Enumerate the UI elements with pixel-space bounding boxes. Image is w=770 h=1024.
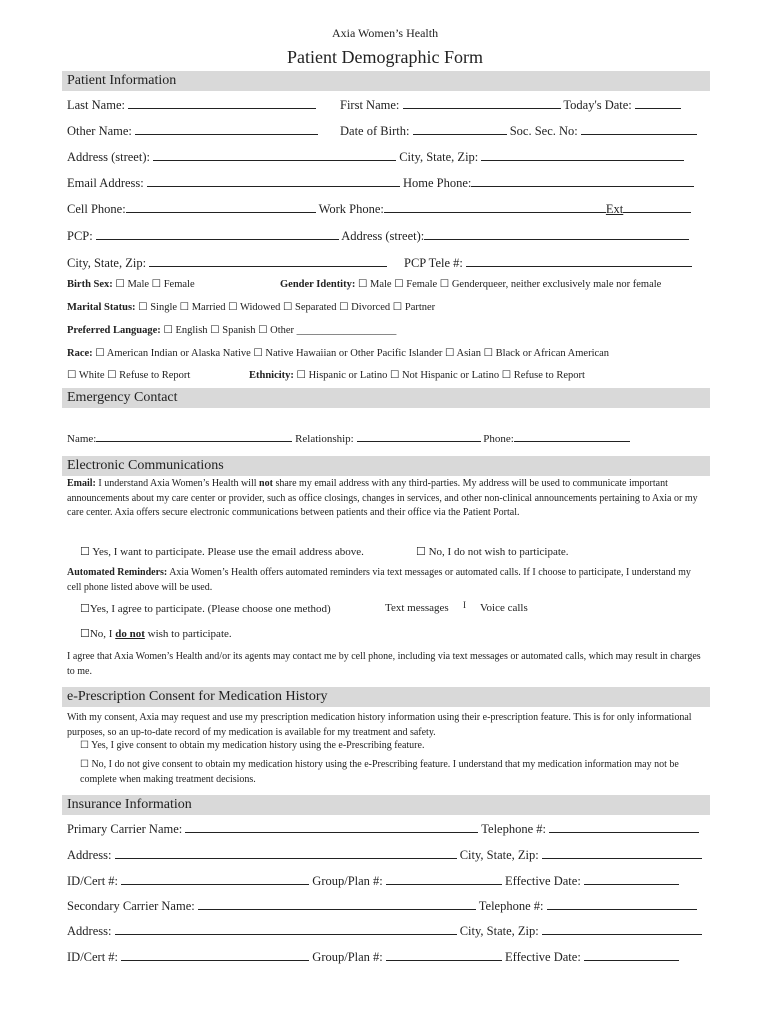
first-name-row — [340, 97, 681, 113]
secondary-carrier-field[interactable] — [198, 898, 476, 910]
relationship-label: Relationship: — [295, 433, 354, 445]
secondary-city-label: City, State, Zip: — [459, 924, 539, 938]
secondary-carrier-row — [67, 898, 697, 914]
first-name-label: First Name: — [340, 98, 400, 112]
pcp-address-label: Address (street): — [341, 229, 425, 243]
birth-sex-label: Birth Sex: — [67, 279, 113, 290]
dob-label: Date of Birth: — [340, 124, 410, 138]
secondary-id-label: ID/Cert #: — [67, 950, 119, 964]
email-consent-label: Email: — [67, 478, 96, 489]
ssn-field[interactable] — [581, 123, 697, 135]
reminders-no-text: ☐No, I — [80, 628, 116, 640]
primary-address-label: Address: — [67, 848, 112, 862]
email-no-option[interactable]: ☐ No, I do not wish to participate. — [416, 546, 569, 558]
pcp-tele-field[interactable] — [466, 255, 692, 267]
email-label: Email Address: — [67, 176, 144, 190]
pcp-row — [67, 228, 689, 244]
section-insurance-information: Insurance Information — [62, 795, 710, 815]
marital-status-options[interactable]: ☐ Single ☐ Married ☐ Widowed ☐ Separated ☐ Divorced ☐ Partner — [138, 302, 436, 313]
cell-contact-agreement: I agree that Axia Women’s Health and/or its agents may contact me by cell phone, including via text messages or automated calls, which may result in charges to me. — [67, 651, 701, 677]
secondary-city-field[interactable] — [542, 923, 702, 935]
secondary-address-label: Address: — [67, 924, 112, 938]
organization-name: Axia Women’s Health — [331, 26, 439, 40]
todays-date-label: Today's Date: — [563, 98, 632, 112]
primary-carrier-field[interactable] — [185, 821, 478, 833]
emergency-row — [67, 431, 630, 445]
primary-id-row — [67, 873, 679, 889]
race-row-2 — [67, 369, 190, 381]
cell-phone-field[interactable] — [126, 201, 316, 213]
erx-no-option[interactable]: ☐ No, I do not give consent to obtain my medication history using the e-Prescribing feature. I understand that my medication information may not be complete when making treatment decisions. — [80, 759, 679, 785]
primary-carrier-row — [67, 821, 699, 837]
reminders-no-text-2: wish to participate. — [144, 628, 232, 640]
dob-row — [340, 123, 697, 139]
reminders-no-emphasis: do not — [115, 628, 145, 640]
erx-paragraph: With my consent, Axia may request and use my prescription medication history information using their e-prescription feature. This is for only informational purposes, so an up-to-date record of my medication is available for my treatment and safety. — [67, 712, 692, 738]
primary-city-label: City, State, Zip: — [459, 848, 539, 862]
secondary-carrier-label: Secondary Carrier Name: — [67, 899, 195, 913]
primary-effective-field[interactable] — [584, 873, 679, 885]
email-consent-text: I understand Axia Women’s Health will — [95, 478, 260, 489]
ethnicity-label: Ethnicity: — [249, 370, 294, 381]
language-options[interactable]: ☐ English ☐ Spanish ☐ Other ___________________ — [163, 325, 397, 336]
ext-field[interactable] — [623, 201, 691, 213]
secondary-group-label: Group/Plan #: — [312, 950, 383, 964]
primary-address-field[interactable] — [115, 847, 457, 859]
marital-status-row — [67, 301, 435, 313]
home-phone-label: Home Phone: — [402, 176, 472, 190]
pcp-city-label: City, State, Zip: — [67, 256, 147, 270]
todays-date-field[interactable] — [635, 97, 681, 109]
emergency-phone-label: Phone: — [483, 433, 514, 445]
marital-status-label: Marital Status: — [67, 302, 136, 313]
pcp-label: PCP: — [67, 229, 93, 243]
reminders-yes-option[interactable]: ☐Yes, I agree to participate. (Please choose one method) — [80, 603, 331, 615]
text-messages-option[interactable]: Text messages — [385, 602, 449, 614]
last-name-row — [67, 97, 316, 113]
reminders-label: Automated Reminders: — [67, 567, 168, 578]
cell-phone-label: Cell Phone: — [67, 202, 126, 216]
email-consent-text-2: share my email address with any third-parties. My address will be used to communicate important announcements about my care center or provider, such as office closings, changes in services, and other non-clinical announcements pertaining to Axia or my care center. Axia offers secure electronic communications between patients and their office via the Patient Portal. — [67, 478, 698, 518]
race-row — [67, 347, 609, 359]
birth-sex-options[interactable]: ☐ Male ☐ Female — [115, 279, 195, 290]
address-label: Address (street): — [67, 150, 150, 164]
city-state-zip-label: City, State, Zip: — [399, 150, 479, 164]
language-row — [67, 324, 396, 336]
language-label: Preferred Language: — [67, 325, 161, 336]
email-yes-option[interactable]: ☐ Yes, I want to participate. Please use the email address above. — [80, 546, 364, 558]
form-title: Patient Demographic Form — [287, 47, 483, 67]
primary-effective-label: Effective Date: — [505, 874, 581, 888]
primary-id-field[interactable] — [121, 873, 309, 885]
section-electronic-communications: Electronic Communications — [62, 456, 710, 476]
erx-yes-option[interactable]: ☐ Yes, I give consent to obtain my medication history using the e-Prescribing feature. — [80, 740, 425, 751]
emergency-name-label: Name: — [67, 433, 97, 445]
gender-identity-options[interactable]: ☐ Male ☐ Female ☐ Genderqueer, neither exclusively male nor female — [357, 279, 662, 290]
race-options-2[interactable]: ☐ White ☐ Refuse to Report — [67, 370, 191, 381]
email-consent-paragraph — [67, 477, 707, 521]
secondary-id-field[interactable] — [121, 949, 309, 961]
race-label: Race: — [67, 348, 93, 359]
work-phone-field[interactable] — [384, 201, 606, 213]
emergency-name-field[interactable] — [96, 431, 292, 442]
other-name-field[interactable] — [135, 123, 318, 135]
birth-sex-row — [67, 278, 195, 290]
gender-identity-label: Gender Identity: — [280, 279, 356, 290]
city-state-zip-field[interactable] — [481, 149, 684, 161]
gender-identity-row — [280, 278, 661, 290]
other-name-row — [67, 123, 318, 139]
first-name-field[interactable] — [403, 97, 561, 109]
secondary-telephone-label: Telephone #: — [478, 899, 544, 913]
address-row — [67, 149, 684, 165]
voice-calls-option[interactable]: Voice calls — [480, 602, 528, 614]
pcp-city-field[interactable] — [149, 255, 387, 267]
secondary-group-field[interactable] — [386, 949, 502, 961]
address-field[interactable] — [153, 149, 396, 161]
pcp-field[interactable] — [96, 228, 339, 240]
primary-id-label: ID/Cert #: — [67, 874, 119, 888]
race-options[interactable]: ☐ American Indian or Alaska Native ☐ Native Hawaiian or Other Pacific Islander ☐ Asian ☐ Black or African American — [95, 348, 610, 359]
primary-address-row — [67, 847, 702, 863]
primary-group-field[interactable] — [386, 873, 502, 885]
other-name-label: Other Name: — [67, 124, 132, 138]
ssn-label: Soc. Sec. No: — [509, 124, 578, 138]
pcp-tele-row — [404, 255, 692, 271]
section-patient-information: Patient Information — [62, 71, 710, 91]
reminders-text: Axia Women’s Health offers automated reminders via text messages or automated calls. If I choose to participate, I understand my cell phone listed above will be used. — [67, 567, 691, 593]
work-phone-label: Work Phone: — [318, 202, 384, 216]
section-e-prescription: e-Prescription Consent for Medication History — [62, 687, 710, 707]
email-consent-not: not — [259, 478, 273, 489]
secondary-address-field[interactable] — [115, 923, 457, 935]
relationship-field[interactable] — [357, 431, 481, 442]
emergency-phone-field[interactable] — [514, 431, 630, 442]
email-field[interactable] — [147, 175, 400, 187]
email-row — [67, 175, 694, 191]
primary-telephone-field[interactable] — [549, 821, 699, 833]
dob-field[interactable] — [413, 123, 507, 135]
ext-label: Ext — [605, 202, 624, 216]
last-name-field[interactable] — [128, 97, 316, 109]
primary-group-label: Group/Plan #: — [312, 874, 383, 888]
home-phone-field[interactable] — [471, 175, 694, 187]
primary-city-field[interactable] — [542, 847, 702, 859]
secondary-effective-field[interactable] — [584, 949, 679, 961]
pcp-city-row — [67, 255, 387, 271]
secondary-id-row — [67, 949, 679, 965]
pcp-tele-label: PCP Tele #: — [404, 256, 463, 270]
ethnicity-row — [249, 369, 585, 381]
method-separator: I — [463, 600, 466, 610]
reminders-no-option[interactable] — [80, 627, 232, 640]
cell-phone-row — [67, 201, 691, 217]
pcp-address-field[interactable] — [424, 228, 689, 240]
primary-telephone-label: Telephone #: — [481, 822, 546, 836]
secondary-address-row — [67, 923, 702, 939]
secondary-telephone-field[interactable] — [547, 898, 697, 910]
secondary-effective-label: Effective Date: — [505, 950, 581, 964]
primary-carrier-label: Primary Carrier Name: — [67, 822, 183, 836]
last-name-label: Last Name: — [67, 98, 125, 112]
ethnicity-options[interactable]: ☐ Hispanic or Latino ☐ Not Hispanic or Latino ☐ Refuse to Report — [296, 370, 585, 381]
section-emergency-contact: Emergency Contact — [62, 388, 710, 408]
reminders-paragraph — [67, 566, 707, 595]
